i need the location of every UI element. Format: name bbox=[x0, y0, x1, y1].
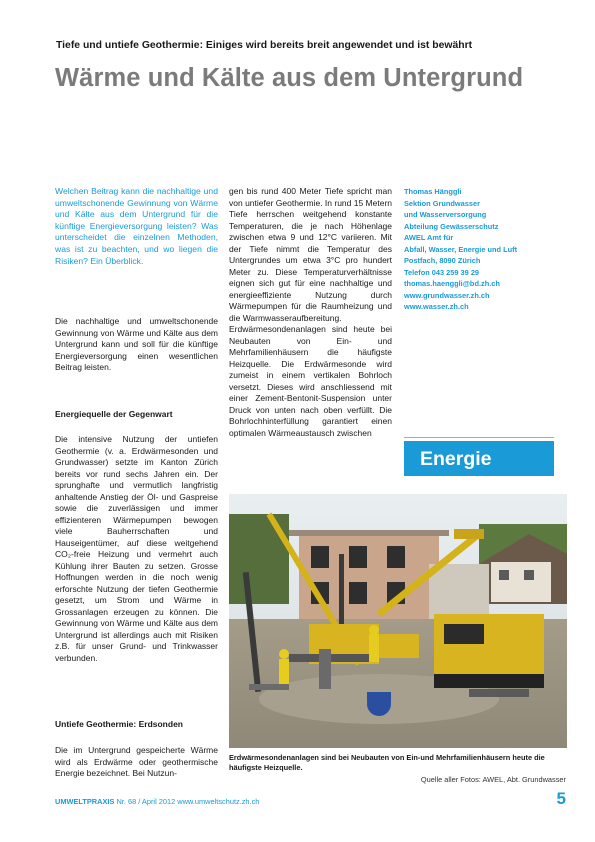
column-2 bbox=[229, 186, 392, 439]
supertitle: Tiefe und untiefe Geothermie: Einiges wird bereits breit angewendet und ist bewährt bbox=[56, 40, 473, 51]
contact-web-link[interactable]: www.wasser.zh.ch bbox=[404, 302, 469, 312]
author-contact bbox=[404, 186, 554, 313]
contact-email-link[interactable]: thomas.haenggli@bd.zh.ch bbox=[404, 279, 500, 289]
footer-brand: UMWELTPRAXIS bbox=[55, 797, 115, 806]
photo-credit: Quelle aller Fotos: AWEL, Abt. Grundwasser bbox=[420, 775, 566, 784]
contact-line: Postfach, 8090 Zürich bbox=[404, 256, 481, 266]
section-heading-shallow: Untiefe Geothermie: Erdsonden bbox=[55, 719, 183, 729]
section-heading-present: Energiequelle der Gegenwart bbox=[55, 409, 173, 419]
body-paragraph: Erdwärmesondenanlagen sind heute bei Neubauten von Ein- und Mehrfamilienhäusern die häufigste Heizquelle. Die Erdwärmesonde wird zumeist in einem vertikalen Bohrloch versetzt. Dieses wird anschliessend mit einer Zement-Bentonit-Suspension unter Druck von unten nach oben verfüllt. Die Bohrlochhinterfüllung garantiert einen optimalen Wärmeaustausch zwischen bbox=[229, 324, 392, 438]
contact-name: Thomas Hänggli bbox=[404, 187, 462, 196]
contact-line: Abfall, Wasser, Energie und Luft bbox=[404, 244, 518, 254]
footer-issue: Nr. 68 / April 2012 www.umweltschutz.zh.ch bbox=[114, 797, 260, 806]
contact-line: Sektion Grundwasser bbox=[404, 198, 480, 208]
lead-paragraph: Welchen Beitrag kann die nachhaltige und umweltschonende Gewinnung von Wärme und Kälte aus dem Untergrund für die künftige Energieversorgung leisten? Was unterscheidet die einzelnen Methoden, was ist zu beachten, und wo liegen die Risiken? Ein Überblick. bbox=[55, 186, 218, 266]
section-tag: Energie bbox=[404, 441, 554, 476]
page-title: Wärme und Kälte aus dem Untergrund bbox=[55, 64, 524, 92]
body-paragraph: Die intensive Nutzung der untiefen Geothermie (v. a. Erdwärmesonden und Grundwasser) setzte im Kanton Zürich bereits vor rund sechs Jahren ein. Der sprunghafte und vermutlich langfristig anhaltende Anstieg der Öl- und Gaspreise sowie die zuverlässigen und immer effizienteren Wärmepumpen bewogen viele Bauherrschaften und Hauseigentümer, auf diese weitgehend CO₂-freie Heizung und vermehrt auch Kühlung ihrer Bauten zu setzen. Grosse Hoffnungen werden in die noch wenig erforschte Nutzung der tiefen Geothermie gesetzt, um Strom und Wärme in Grossanlagen erzeugen zu können. Die Gewinnung von Wärme und Kälte aus dem Untergrund ist allerdings auch mit Risiken z.B. für unser Grund- und Trinkwasser verbunden. bbox=[55, 434, 218, 663]
photo-caption: Erdwärmesondenanlagen sind bei Neubauten von Ein-und Mehrfamilienhäusern heute die häufigste Heizquelle. bbox=[229, 753, 545, 772]
body-paragraph: Die im Untergrund gespeicherte Wärme wird als Erdwärme oder geothermische Energie bezeichnet. Bei Nutzun- bbox=[55, 745, 218, 778]
contact-line: und Wasserversorgung bbox=[404, 210, 487, 220]
contact-phone: Telefon 043 259 39 29 bbox=[404, 267, 480, 277]
page-number: 5 bbox=[556, 789, 566, 808]
contact-line: AWEL Amt für bbox=[404, 233, 454, 243]
contact-web-link[interactable]: www.grundwasser.zh.ch bbox=[404, 290, 490, 300]
contact-line: Abteilung Gewässerschutz bbox=[404, 221, 499, 231]
divider bbox=[404, 437, 554, 438]
intro-paragraph: Die nachhaltige und umweltschonende Gewinnung von Wärme und Kälte aus dem Untergrund kann und soll für die künftige Energieversorgung einen wesentlichen Beitrag leisten. bbox=[55, 316, 218, 372]
body-paragraph: gen bis rund 400 Meter Tiefe spricht man von untiefer Geothermie. In rund 15 Metern Tiefe herrschen weitgehend konstante Temperaturen, die je nach Höhenlage zwischen etwa 9 und 12°C variieren. Mit der Tiefe nimmt die Temperatur des Untergrundes um etwa 3°C pro hundert Meter zu. Diese Temperaturverhältnisse eignen sich gut für eine nachhaltige und energieeffiziente Nutzung durch Wärmepumpen für die Raumheizung und die Warmwasseraufbereitung. bbox=[229, 186, 393, 323]
footer bbox=[55, 797, 455, 806]
drilling-site-photo bbox=[229, 494, 567, 748]
